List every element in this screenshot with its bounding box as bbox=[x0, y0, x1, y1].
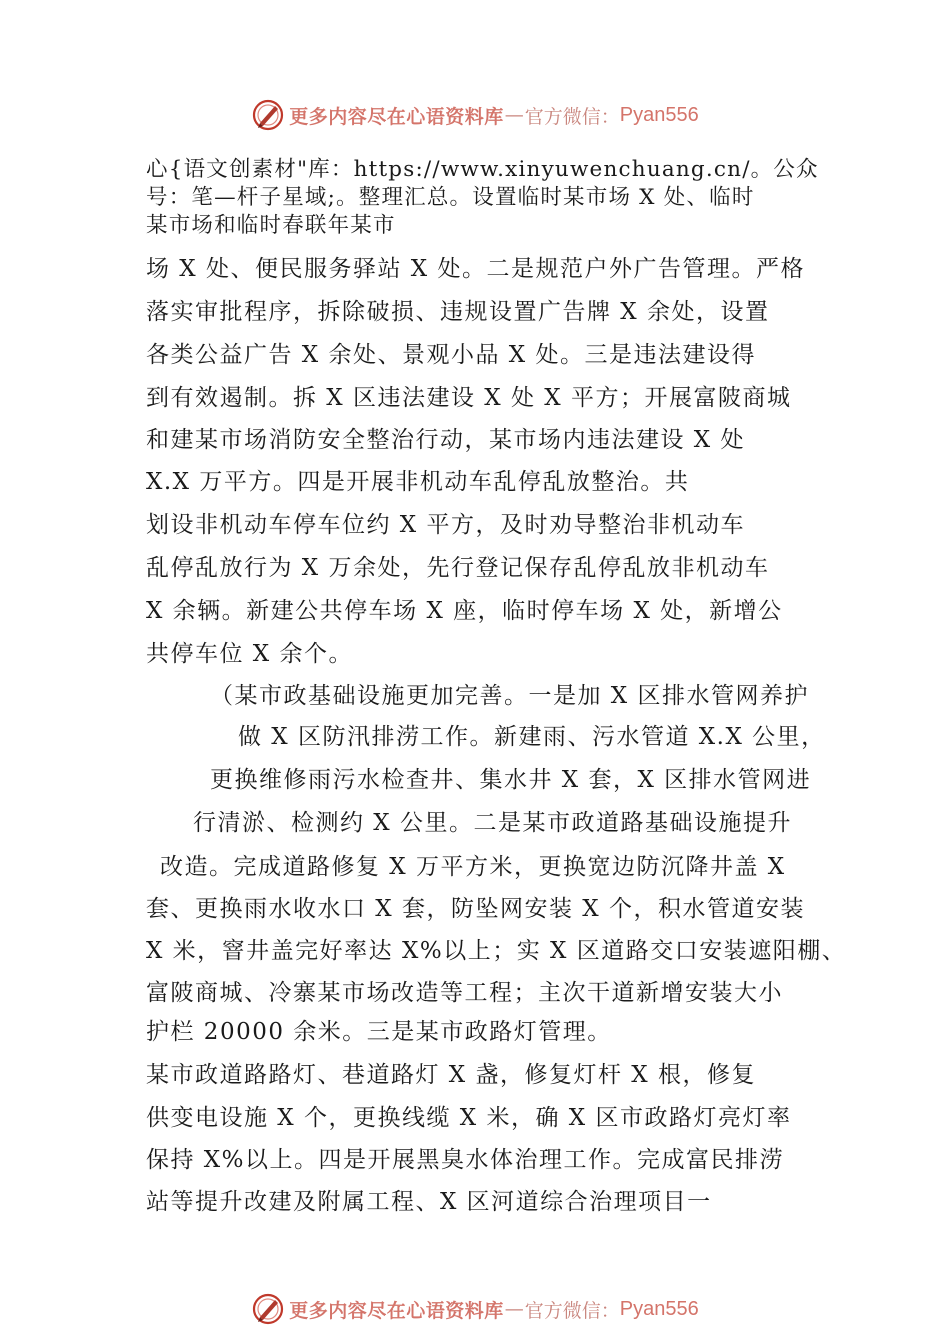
text-line: 到有效遏制。拆 X 区违法建设 X 处 X 平方；开展富陂商城 bbox=[146, 385, 792, 411]
text-line: 某市政道路路灯、巷道路灯 X 盏，修复灯杆 X 根，修复 bbox=[146, 1062, 756, 1088]
text-line: 供变电设施 X 个，更换线缆 X 米，确 X 区市政路灯亮灯率 bbox=[146, 1105, 792, 1131]
text-line: X.X 万平方。四是开展非机动车乱停乱放整治。共 bbox=[146, 469, 690, 495]
text-line: 更换维修雨污水检查井、集水井 X 套，X 区排水管网进 bbox=[210, 767, 812, 793]
banner-wechat-label: 官方微信： bbox=[524, 1299, 620, 1322]
banner-separator: — bbox=[504, 1298, 524, 1320]
header-banner bbox=[0, 95, 950, 135]
banner-main-text: 更多内容尽在心语资料库 bbox=[289, 105, 504, 128]
text-line: 心{语文创素材"库：https://www.xinyuwenchuang.cn/。公众 bbox=[146, 157, 819, 182]
text-line: 保持 X%以上。四是开展黑臭水体治理工作。完成富民排涝 bbox=[146, 1147, 785, 1173]
text-line: （某市政基础设施更加完善。一是加 X 区排水管网养护 bbox=[210, 683, 809, 709]
ink-pen-logo-icon bbox=[251, 1292, 285, 1326]
banner-wechat-label: 官方微信： bbox=[524, 105, 620, 128]
text-line: 落实审批程序，拆除破损、违规设置广告牌 X 余处，设置 bbox=[146, 299, 770, 325]
text-line: 站等提升改建及附属工程、X 区河道综合治理项目一 bbox=[146, 1189, 712, 1215]
text-line: 套、更换雨水收水口 X 套，防坠网安装 X 个，积水管道安装 bbox=[146, 896, 805, 922]
text-line: 乱停乱放行为 X 万余处，先行登记保存乱停乱放非机动车 bbox=[146, 555, 770, 581]
ink-pen-logo-icon bbox=[251, 98, 285, 132]
text-line: X 余辆。新建公共停车场 X 座，临时停车场 X 处，新增公 bbox=[146, 598, 783, 624]
banner-separator: — bbox=[504, 104, 524, 126]
text-line: 改造。完成道路修复 X 万平方米，更换宽边防沉降井盖 X bbox=[160, 854, 786, 880]
text-line: 护栏 20000 余米。三是某市政路灯管理。 bbox=[146, 1019, 612, 1045]
text-line: 各类公益广告 X 余处、景观小品 X 处。三是违法建设得 bbox=[146, 342, 756, 368]
text-line: 行清淤、检测约 X 公里。二是某市政道路基础设施提升 bbox=[193, 810, 792, 836]
text-line: 和建某市场消防安全整治行动，某市场内违法建设 X 处 bbox=[146, 427, 745, 453]
text-line: 共停车位 X 余个。 bbox=[146, 641, 353, 667]
text-line: 号：笔—杆子星域;。整理汇总。设置临时某市场 X 处、临时 bbox=[146, 185, 755, 210]
banner-wechat-id: Pyan556 bbox=[619, 103, 699, 126]
text-line: 划设非机动车停车位约 X 平方，及时劝导整治非机动车 bbox=[146, 512, 745, 538]
text-line: 场 X 处、便民服务驿站 X 处。二是规范户外广告管理。严格 bbox=[146, 256, 805, 282]
text-line: 某市场和临时春联年某市 bbox=[146, 213, 396, 238]
text-line: X 米，窨井盖完好率达 X%以上；实 X 区道路交口安装遮阳棚、 bbox=[146, 938, 847, 964]
text-line: 富陂商城、冷寨某市场改造等工程；主次干道新增安装大小 bbox=[146, 980, 783, 1006]
banner-wechat-id: Pyan556 bbox=[619, 1297, 699, 1320]
banner-main-text: 更多内容尽在心语资料库 bbox=[289, 1299, 504, 1322]
text-line: 做 X 区防汛排涝工作。新建雨、污水管道 X.X 公里， bbox=[238, 724, 826, 750]
footer-banner bbox=[0, 1289, 950, 1329]
